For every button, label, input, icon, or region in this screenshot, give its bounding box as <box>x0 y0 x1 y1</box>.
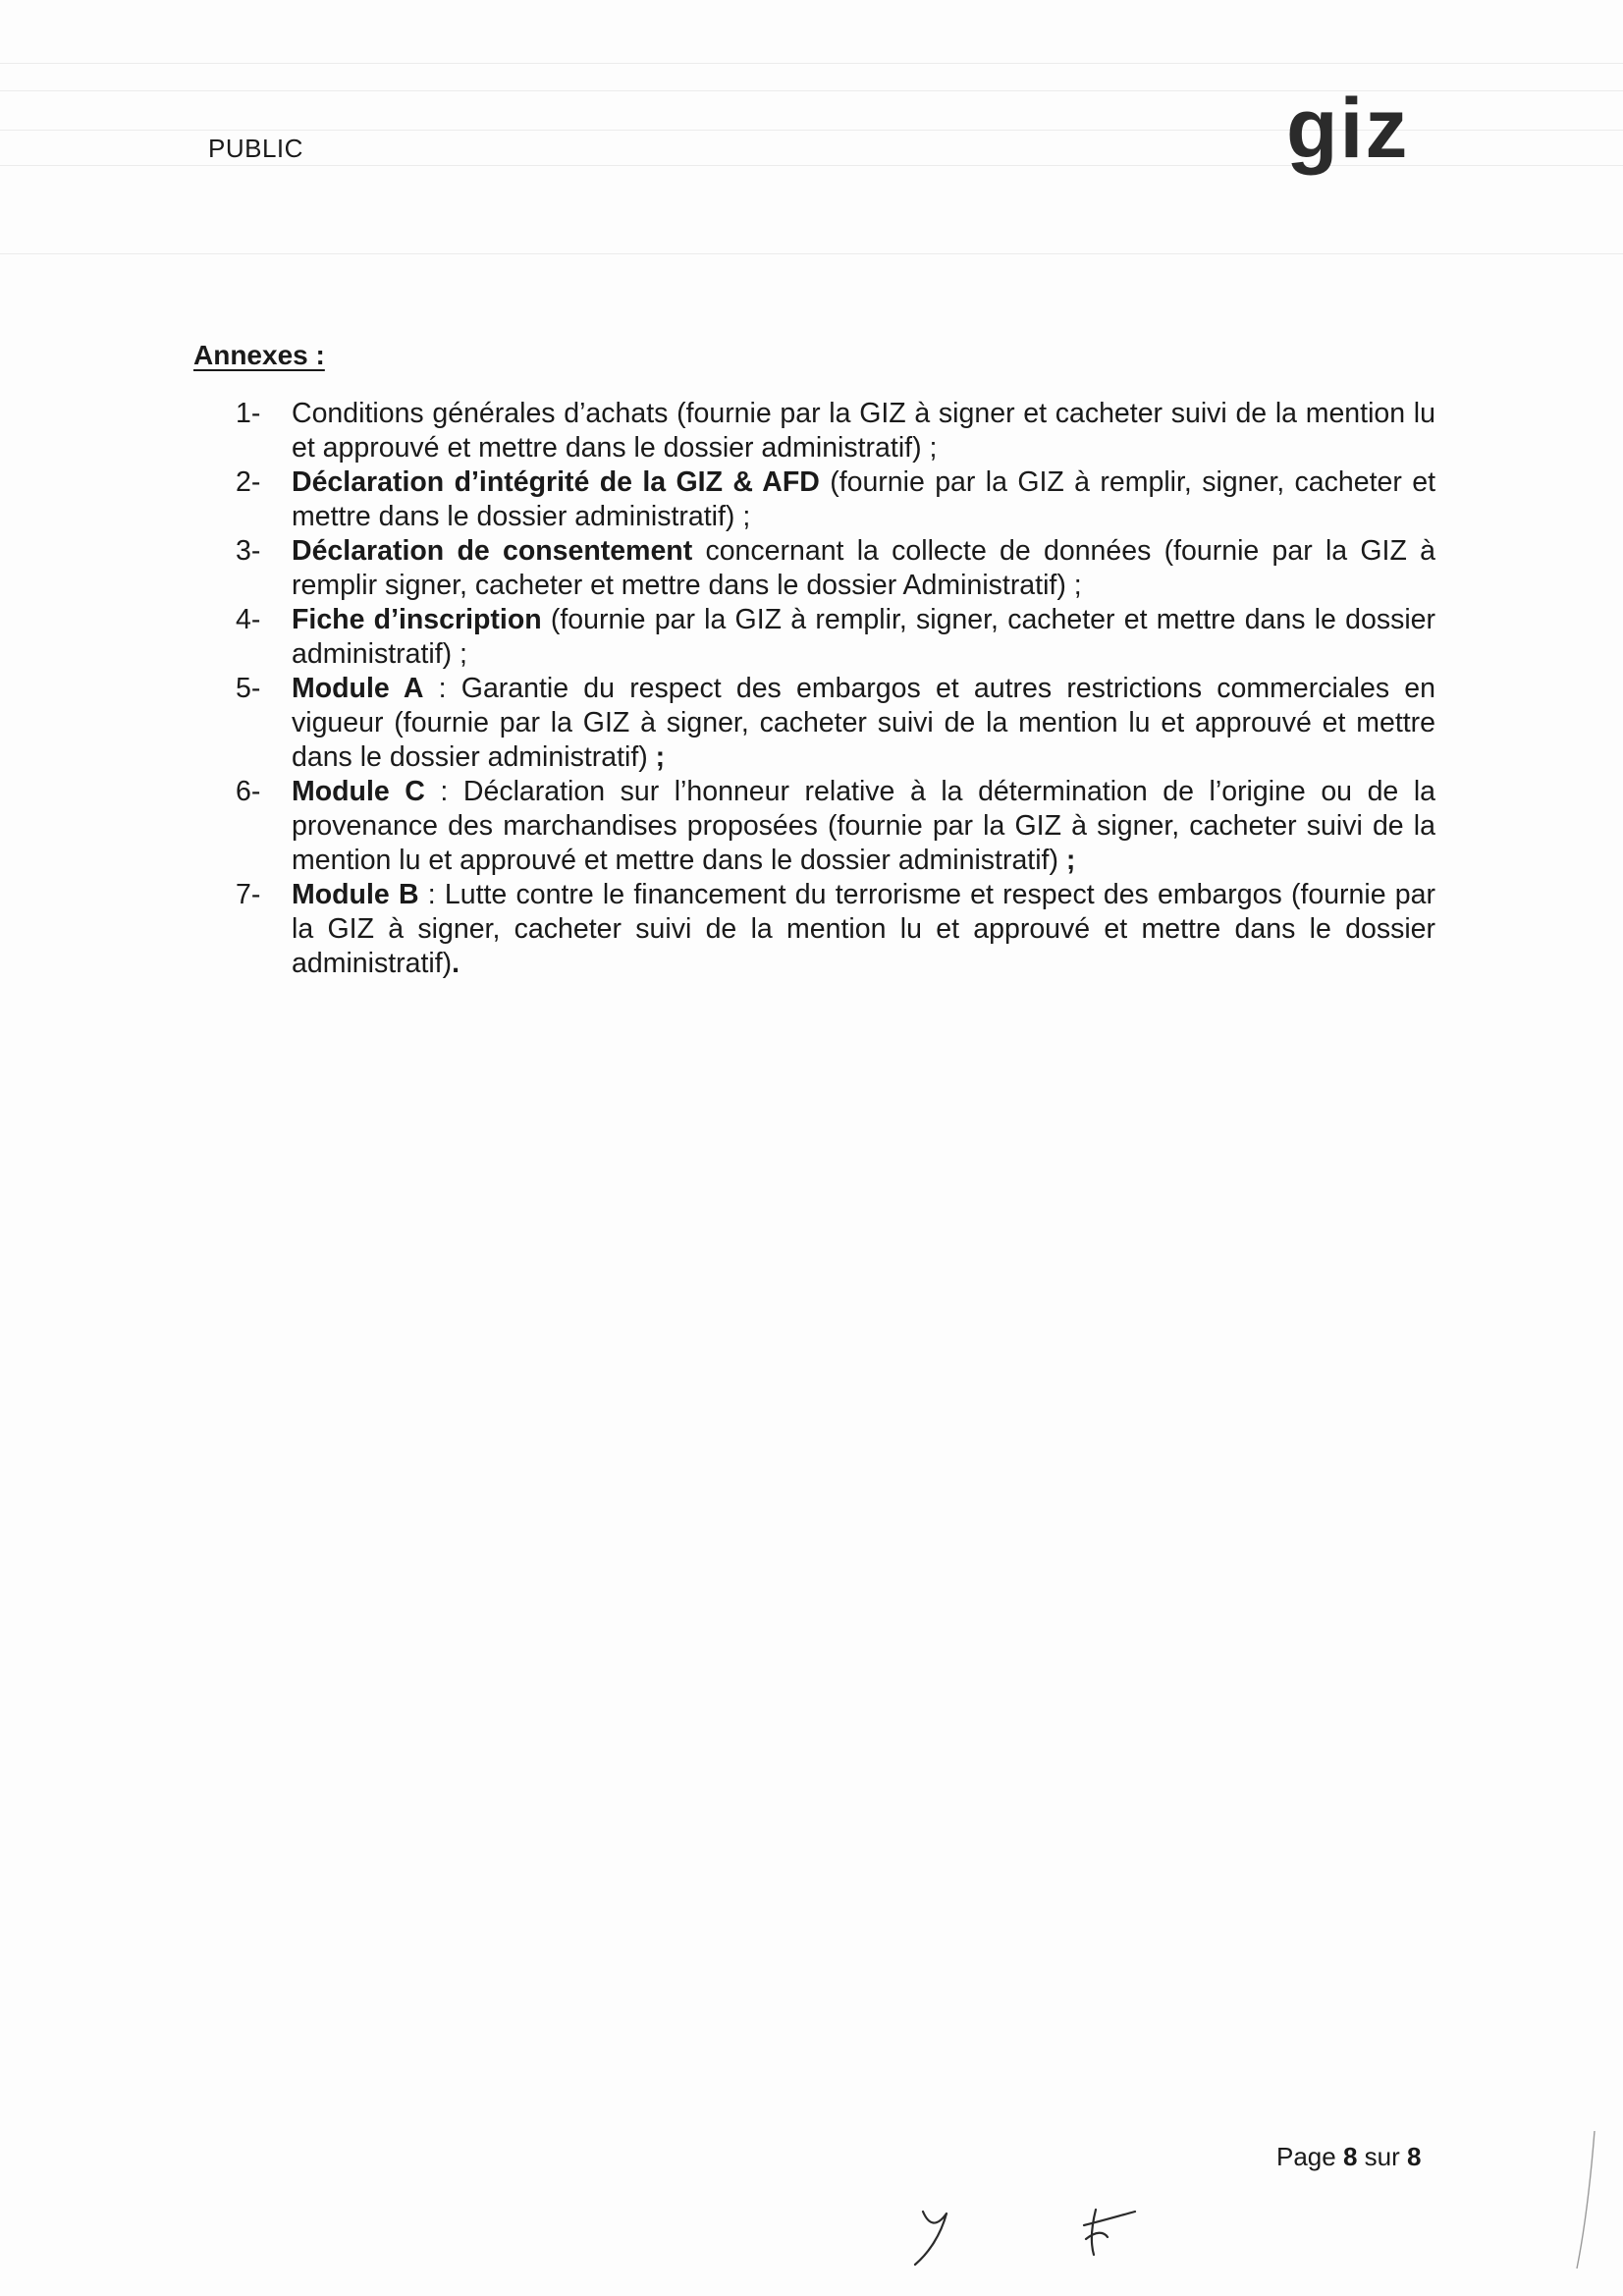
annex-text: Conditions générales d’achats (fournie par la GIZ à signer et cacheter suivi de la mention lu et approuvé et mettre dans le dossier administratif) ; <box>292 398 1435 464</box>
scan-line <box>0 63 1623 64</box>
classification-label: PUBLIC <box>208 134 303 163</box>
page-number <box>1276 2142 1421 2172</box>
annex-number: 6- <box>236 776 261 807</box>
handwritten-initials <box>903 2182 1159 2270</box>
annex-text: concernant la collecte de données (fournie par la GIZ à remplir signer, cacheter et mettre dans le dossier Administratif) ; <box>292 535 1435 601</box>
annex-item-3 <box>236 534 1435 603</box>
annex-number: 1- <box>236 398 261 429</box>
annex-number: 5- <box>236 673 261 704</box>
annex-number: 4- <box>236 604 261 635</box>
margin-mark <box>1571 2121 1600 2278</box>
annex-text: (fournie par la GIZ à remplir, signer, cacheter et mettre dans le dossier administratif) ; <box>292 466 1435 532</box>
scan-line <box>0 253 1623 254</box>
page-prefix: Page <box>1276 2142 1343 2171</box>
page-current: 8 <box>1342 2142 1358 2171</box>
annex-trail: ; <box>1065 845 1076 876</box>
page-middle: sur <box>1357 2142 1407 2171</box>
annex-bold-label: Module A <box>292 673 424 704</box>
annex-item-4 <box>236 603 1435 672</box>
annexes-title: Annexes : <box>193 340 325 370</box>
annex-list <box>236 397 1435 981</box>
annex-item-5 <box>236 672 1435 775</box>
annex-number: 7- <box>236 879 261 910</box>
annex-bold-label: Déclaration d’intégrité de la GIZ & AFD <box>292 466 820 498</box>
annex-trail: ; <box>655 741 666 773</box>
annex-text: : Déclaration sur l’honneur relative à la détermination de l’origine ou de la provenance des marchandises proposées (fournie par la GIZ à signer, cacheter suivi de la mention lu et approuvé et mettre dans le dossier administratif) <box>292 776 1435 876</box>
annex-bold-label: Fiche d’inscription <box>292 604 542 635</box>
annex-text: (fournie par la GIZ à remplir, signer, cacheter et mettre dans le dossier administratif) ; <box>292 604 1435 670</box>
annex-number: 2- <box>236 466 261 498</box>
annex-item-2 <box>236 465 1435 534</box>
annex-number: 3- <box>236 535 261 567</box>
annex-item-6 <box>236 775 1435 878</box>
annex-text: : Garantie du respect des embargos et autres restrictions commerciales en vigueur (fournie par la GIZ à signer, cacheter suivi de la mention lu et approuvé et mettre dans le dossier administratif) <box>292 673 1435 773</box>
page-total: 8 <box>1407 2142 1422 2171</box>
annex-bold-label: Module B <box>292 879 419 910</box>
annex-bold-label: Déclaration de consentement <box>292 535 693 567</box>
annex-trail: . <box>452 948 460 979</box>
annex-item-1 <box>236 397 1435 465</box>
annex-item-7 <box>236 878 1435 981</box>
annex-bold-label: Module C <box>292 776 425 807</box>
annex-text: : Lutte contre le financement du terrorisme et respect des embargos (fournie par la GIZ à signer, cacheter suivi de la mention lu et approuvé et mettre dans le dossier administratif) <box>292 879 1435 979</box>
giz-logo: giz <box>1286 82 1410 176</box>
